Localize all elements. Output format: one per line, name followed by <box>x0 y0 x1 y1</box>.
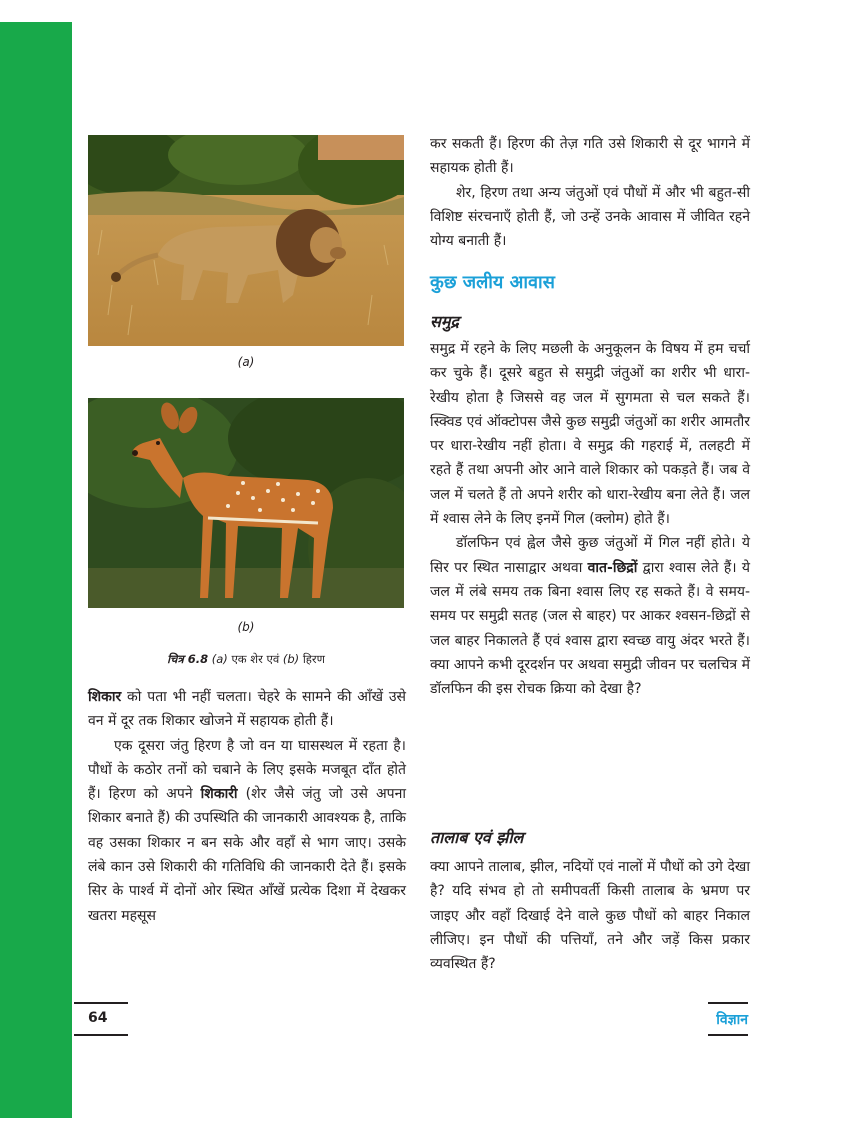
page-number: 64 <box>88 1010 108 1026</box>
subheading-ponds-lakes: तालाब एवं झील <box>430 828 524 847</box>
footer-rule-bottom-left <box>74 1034 128 1036</box>
figure-caption <box>88 652 404 667</box>
caption-number: चित्र 6.8 <box>167 652 209 666</box>
paragraph-text: डॉलफिन एवं ह्वेल जैसे कुछ जंतुओं में गिल नहीं होते। ये सिर पर स्थित नासाद्वार अथवा <box>430 535 750 576</box>
paragraph <box>88 685 406 734</box>
right-column-ocean-text <box>430 337 750 701</box>
figure-deer-image <box>88 398 404 608</box>
paragraph-text: को पता भी नहीं चलता। चेहरे के सामने की आँखें उसे वन में दूर तक शिकार खोजने में सहायक होती हैं। <box>88 689 406 730</box>
caption-a-tag: (a) <box>211 652 228 666</box>
paragraph <box>430 531 750 701</box>
paragraph-text: एक दूसरा जंतु हिरण है जो वन या घासस्थल में रहता है। पौधों के कठोर तनों को चबाने के लिए इसके मजबूत दाँत होते हैं। हिरण को अपने <box>88 737 406 803</box>
book-title: विज्ञान <box>716 1012 748 1028</box>
paragraph: कर सकती हैं। हिरण की तेज़ गति उसे शिकारी से दूर भागने में सहायक होती हैं। <box>430 136 750 177</box>
figure-a-label: (a) <box>237 355 255 369</box>
paragraph: समुद्र में रहने के लिए मछली के अनुकूलन के विषय में हम चर्चा कर चुके हैं। दूसरे बहुत से समुद्री जंतुओं का शरीर भी धारा-रेखीय होता है जिससे वह जल में सुगमता से चल सकते हैं। स्क्विड एवं ऑक्टोपस जैसे कुछ समुद्री जंतुओं का शरीर आमतौर पर धारा-रेखीय नहीं होता। वे समुद्र की गहराई में, तलहटी में रहते हैं तथा अपनी ओर आने वाले शिकार को पकड़ते हैं। जब वे जल में चलते हैं तो अपने शरीर को धारा-रेखीय बना लेते हैं। जल में श्वास लेने के लिए इनमें गिल (क्लोम) होते हैं। <box>430 341 750 528</box>
section-heading-aquatic-habitats: कुछ जलीय आवास <box>430 272 555 293</box>
footer-rule-top-left <box>74 1002 128 1004</box>
figure-b-label: (b) <box>237 620 255 634</box>
bold-term-blowholes: वात-छिद्रों <box>587 559 638 576</box>
paragraph: क्या आपने तालाब, झील, नदियों एवं नालों में पौधों को उगे देखा है? यदि संभव हो तो समीपवर्ती किसी तालाब के भ्रमण पर जाइए और वहाँ दिखाई देने वाले कुछ पौधों को बाहर निकाल लीजिए। इन पौधों की पत्तियाँ, तने और जड़ें किस प्रकार व्यवस्थित हैं? <box>430 859 750 973</box>
caption-b-tag: (b) <box>282 652 300 666</box>
right-column-top-text <box>430 132 750 253</box>
left-column-text <box>88 685 406 928</box>
caption-b-text: हिरण <box>302 652 325 666</box>
footer-rule-bottom-right <box>708 1034 748 1036</box>
bold-term-prey: शिकार <box>88 689 122 705</box>
figure-lion-image <box>88 135 404 346</box>
paragraph-text: (शेर जैसे जंतु जो उसे अपना शिकार बनाते हैं) की उपस्थिति की जानकारी आवश्यक है, ताकि वह उसका शिकार न बन सके और वहाँ से भाग जाए। उसके लंबे कान उसे शिकारी की गतिविधि की जानकारी देते हैं। इसके सिर के पार्श्व में दोनों ओर स्थित आँखें प्रत्येक दिशा में देखकर खतरा महसूस <box>88 786 407 924</box>
bold-term-predator: शिकारी <box>200 786 238 803</box>
paragraph: शेर, हिरण तथा अन्य जंतुओं एवं पौधों में और भी बहुत-सी विशिष्ट संरचनाएँ होती हैं, जो उन्हें उनके आवास में जीवित रहने योग्य बनाती हैं। <box>430 184 750 250</box>
green-sidebar <box>0 22 72 1118</box>
right-column-ponds-text <box>430 855 750 976</box>
subheading-ocean: समुद्र <box>430 312 459 331</box>
paragraph <box>88 734 406 928</box>
footer-rule-top-right <box>708 1002 748 1004</box>
caption-a-text: एक शेर एवं <box>231 652 280 666</box>
paragraph-text: द्वारा श्वास लेते हैं। ये जल में लंबे समय तक बिना श्वास लिए रह सकते हैं। वे समय-समय पर समुद्री सतह (जल से बाहर) पर आकर श्वसन-छिद्रों से जल बाहर निकालते हैं एवं श्वास द्वारा स्वच्छ वायु अंदर भरते हैं। क्या आपने कभी दूरदर्शन पर अथवा समुद्री जीवन पर चलचित्र में डॉलफिन की इस रोचक क्रिया को देखा है? <box>430 559 751 698</box>
